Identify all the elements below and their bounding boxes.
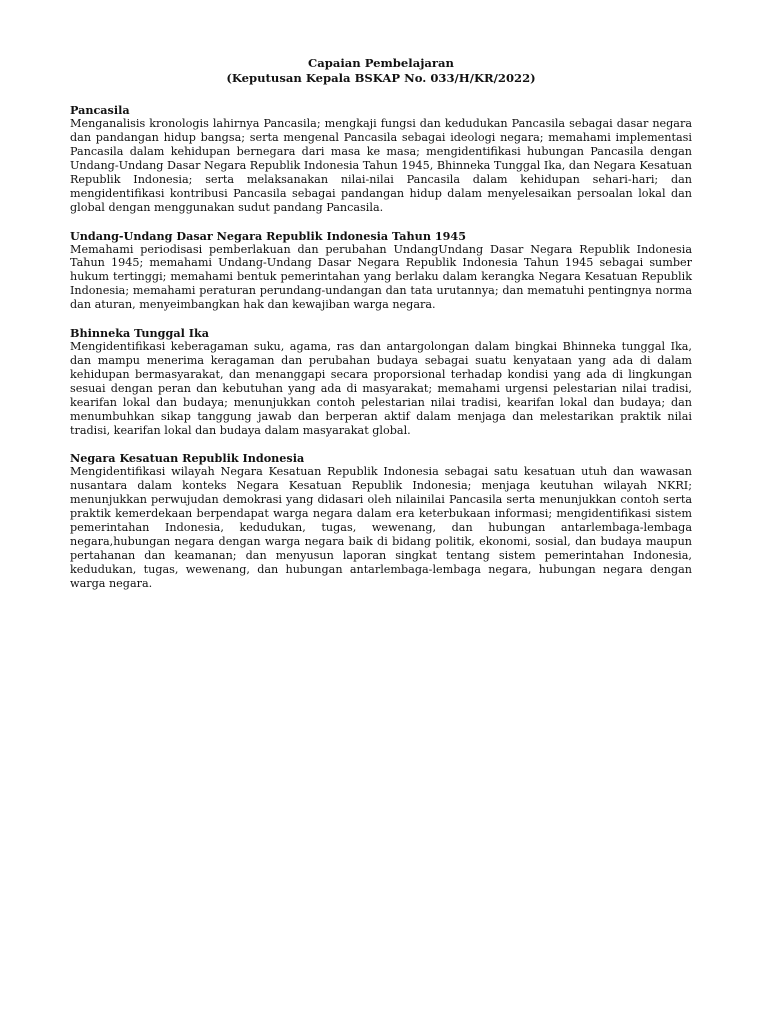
section-heading: Bhinneka Tunggal Ika [70,326,209,341]
section-body: Menganalisis kronologis lahirnya Pancasila; mengkaji fungsi dan kedudukan Pancasila sebagai dasar negara dan pandangan hidup bangsa; serta mengenal Pancasila sebagai ideologi negara; memahami implementasi Pancasila dalam kehidupan bernegara dari masa ke masa; mengidentifikasi hubungan Pancasila dengan Undang-Undang Dasar Negara Republik Indonesia Tahun 1945, Bhinneka Tunggal Ika, dan Negara Kesatuan Republik Indonesia; serta melaksanakan nilai-nilai Pancasila dalam kehidupan sehari-hari; dan mengidentifikasi kontribusi Pancasila sebagai pandangan hidup dalam menyelesaikan persoalan lokal dan global dengan menggunakan sudut pandang Pancasila. [70,117,692,214]
section-uud-1945 [70,229,692,313]
document-content [70,56,692,591]
document-subtitle: (Keputusan Kepala BSKAP No. 033/H/KR/2022) [226,70,536,85]
section-bhinneka-tunggal-ika [70,326,692,437]
section-heading: Pancasila [70,103,130,118]
section-pancasila [70,103,692,214]
section-heading: Negara Kesatuan Republik Indonesia [70,451,305,466]
section-heading: Undang-Undang Dasar Negara Republik Indonesia Tahun 1945 [70,228,466,243]
document-title: Capaian Pembelajaran [308,56,454,70]
section-body: Mengidentifikasi wilayah Negara Kesatuan Republik Indonesia sebagai satu kesatuan utuh dan wawasan nusantara dalam konteks Negara Kesatuan Republik Indonesia; menjaga keutuhan wilayah NKRI; menunjukkan perwujudan demokrasi yang didasari oleh nilainilai Pancasila serta menunjukkan contoh serta praktik kemerdekaan berpendapat warga negara dalam era keterbukaan informasi; mengidentifikasi sistem pemerintahan Indonesia, kedudukan, tugas, wewenang, dan hubungan antarlembaga-lembaga negara,hubungan negara dengan warga negara baik di bidang politik, ekonomi, sosial, dan budaya maupun pertahanan dan keamanan; dan menyusun laporan singkat tentang sistem pemerintahan Indonesia, kedudukan, tugas, wewenang, dan hubungan antarlembaga-lembaga negara, hubungan negara dengan warga negara. [70,465,692,590]
section-nkri [70,451,692,590]
section-body: Memahami periodisasi pemberlakuan dan perubahan UndangUndang Dasar Negara Republik Indonesia Tahun 1945; memahami Undang-Undang Dasar Negara Republik Indonesia Tahun 1945 sebagai sumber hukum tertinggi; memahami bentuk pemerintahan yang berlaku dalam kerangka Negara Kesatuan Republik Indonesia; memahami peraturan perundang-undangan dan tata urutannya; dan mematuhi pentingnya norma dan aturan, menyeimbangkan hak dan kewajiban warga negara. [70,242,692,312]
section-body: Mengidentifikasi keberagaman suku, agama, ras dan antargolongan dalam bingkai Bhinneka tunggal Ika, dan mampu menerima keragaman dan perubahan budaya sebagai suatu kenyataan yang ada di dalam kehidupan bermasyarakat, dan menanggapi secara proporsional terhadap kondisi yang ada di lingkungan sesuai dengan peran dan kebutuhan yang ada di masyarakat; memahami urgensi pelestarian nilai tradisi, kearifan lokal dan budaya; menunjukkan contoh pelestarian nilai tradisi, kearifan lokal dan budaya; dan menumbuhkan sikap tanggung jawab dan berperan aktif dalam menjaga dan melestarikan praktik nilai tradisi, kearifan lokal dan budaya dalam masyarakat global. [70,340,692,437]
